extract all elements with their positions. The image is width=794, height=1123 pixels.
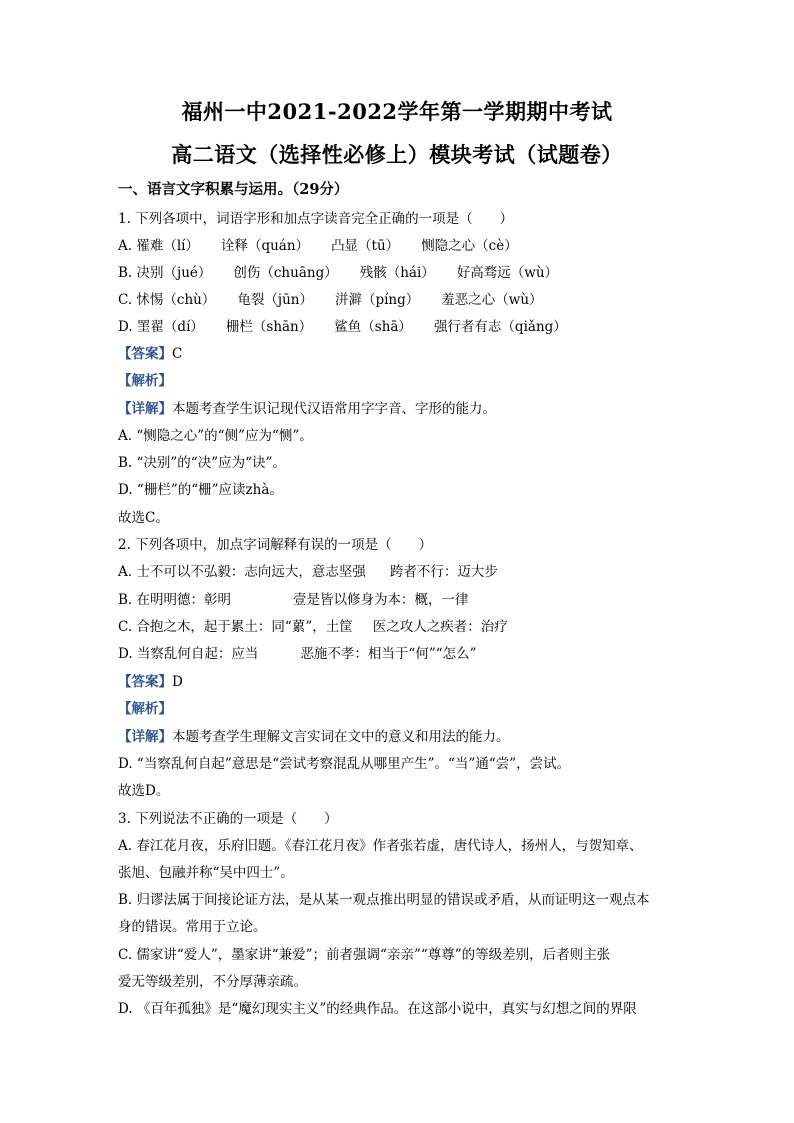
q1-detail: 【详解】本题考查学生识记现代汉语常用字字音、字形的能力。	[118, 401, 496, 417]
q3-option-a: A. 春江花月夜，乐府旧题。《春江花月夜》作者张若虚，唐代诗人，扬州人，与贺知章、	[118, 838, 643, 854]
q3-option-d: D. 《百年孤独》是“魔幻现实主义”的经典作品。在这部小说中，真实与幻想之间的界限	[118, 1001, 637, 1017]
q2-option-c: C. 合抱之木，起于累土：同“蔂”，土筐 医之攻人之疾者：治疗	[118, 619, 508, 635]
q1-note: 故选C。	[118, 510, 169, 526]
q2-detail: 【详解】本题考查学生理解文言实词在文中的意义和用法的能力。	[118, 729, 510, 745]
q3-stem: 3. 下列说法不正确的一项是（ ）	[118, 811, 338, 827]
q1-option-d: D. 罣翟（dí） 栅栏（shān） 鲨鱼（shā） 强行者有志（qiǎng）	[118, 319, 567, 335]
q3-option-b: B. 归谬法属于间接论证方法，是从某一观点推出明显的错误或矛盾，从而证明这一观点本	[118, 892, 650, 908]
q1-analysis-tag: 【解析】	[118, 373, 172, 389]
q1-stem: 1. 下列各项中，词语字形和加点字读音完全正确的一项是（ ）	[118, 211, 514, 227]
q1-note: A. “恻隐之心”的“侧”应为“恻”。	[118, 428, 313, 444]
section-heading: 一、语言文字积累与运用。（29分）	[118, 181, 349, 198]
q3-option-c-cont: 爱无等级差别，不分厚薄亲疏。	[118, 974, 307, 990]
q2-option-d: D. 当察乱何自起：应当 恶施不孝：相当于“何”“怎么”	[118, 646, 477, 662]
q1-answer: 【答案】C	[118, 346, 183, 362]
q1-note: D. “栅栏”的“栅”应读zhà。	[118, 482, 283, 498]
q1-note: B. “决别”的“决”应为“诀”。	[118, 455, 286, 471]
q3-option-a-cont: 张旭、包融并称“吴中四士”。	[118, 865, 294, 881]
q2-note: D. “当察乱何自起”意思是“尝试考察混乱从哪里产生”。“当”通“尝”，尝试。	[118, 756, 571, 772]
q2-analysis-tag: 【解析】	[118, 701, 172, 717]
q3-option-b-cont: 身的错误。常用于立论。	[118, 919, 267, 935]
exam-subtitle: 高二语文（选择性必修上）模块考试（试题卷）	[171, 142, 623, 167]
q2-answer: 【答案】D	[118, 674, 183, 690]
q2-option-b: B. 在明明德：彰明 壹是皆以修身为本：概，一律	[118, 592, 469, 608]
q2-stem: 2. 下列各项中，加点字词解释有误的一项是（ ）	[118, 537, 433, 553]
q1-option-c: C. 怵惕（chù） 龟裂（jūn） 洴澼（píng） 羞恶之心（wù）	[118, 292, 543, 308]
exam-title: 福州一中2021-2022学年第一学期期中考试	[181, 99, 613, 124]
q1-option-b: B. 决别（jué） 创伤（chuāng） 残骸（hái） 好高骛远（wù）	[118, 265, 559, 281]
q2-note: 故选D。	[118, 783, 170, 799]
q1-option-a: A. 罹难（lí） 诠释（quán） 凸显（tū） 恻隐之心（cè）	[118, 238, 518, 254]
q2-option-a: A. 士不可以不弘毅：志向远大，意志坚强 跨者不行：迈大步	[118, 564, 498, 580]
q3-option-c: C. 儒家讲“爱人”，墨家讲“兼爱”；前者强调“亲亲”“尊尊”的等级差别，后者则主张	[118, 947, 611, 963]
